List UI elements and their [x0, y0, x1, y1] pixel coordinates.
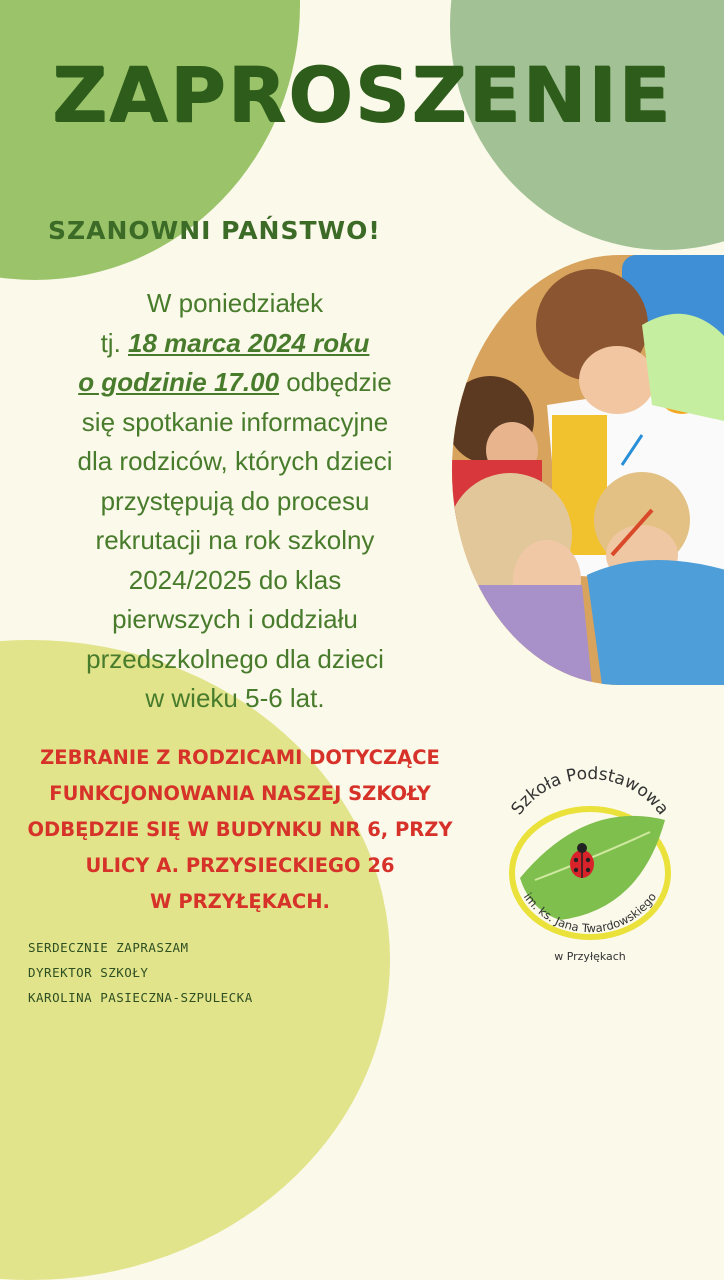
- notice-line: W PRZYŁĘKACH.: [150, 890, 330, 913]
- meeting-date: 18 marca 2024 roku: [128, 327, 370, 358]
- logo-bottom-text: im. ks. Jana Twardowskiego: [520, 890, 660, 936]
- body-line: 2024/2025 do klas: [128, 564, 342, 595]
- body-line: się spotkanie informacyjne: [81, 406, 389, 437]
- signature-block: [28, 935, 253, 1010]
- body-line: pierwszych i oddziału: [112, 604, 358, 634]
- body-line: przedszkolnego dla dzieci: [86, 643, 384, 674]
- body-line: w wieku 5-6 lat.: [145, 683, 325, 713]
- school-logo: [490, 760, 690, 970]
- logo-bottom-text-2: w Przyłękach: [554, 950, 626, 963]
- meeting-time: o godzinie 17.00: [78, 367, 280, 397]
- signature-line: DYREKTOR SZKOŁY: [28, 965, 149, 980]
- children-drawing-photo: [452, 255, 724, 685]
- body-line: rekrutacji na rok szkolny: [95, 525, 375, 555]
- body-prefix: tj.: [100, 327, 129, 358]
- meeting-location-notice: [20, 740, 460, 920]
- notice-line: ZEBRANIE Z RODZICAMI DOTYCZĄCE: [40, 746, 440, 769]
- greeting-heading: SZANOWNI PAŃSTWO!: [48, 216, 381, 245]
- notice-line: FUNKCJONOWANIA NASZEJ SZKOŁY: [49, 782, 431, 805]
- signature-line: SERDECZNIE ZAPRASZAM: [28, 940, 189, 955]
- photo-illustration: [452, 255, 724, 685]
- body-line: [40, 324, 430, 364]
- body-line: dla rodziców, których dzieci: [77, 446, 393, 476]
- page-title: ZAPROSZENIE: [51, 50, 673, 139]
- notice-line: ODBĘDZIE SIĘ W BUDYNKU NR 6, PRZY: [27, 818, 453, 841]
- signature-line: KAROLINA PASIECZNA-SZPULECKA: [28, 990, 253, 1005]
- body-line: przystępują do procesu: [100, 485, 370, 516]
- body-line: [40, 363, 430, 403]
- notice-line: ULICY A. PRZYSIECKIEGO 26: [85, 854, 395, 877]
- body-line: W poniedziałek: [146, 288, 324, 318]
- logo-top-text: Szkoła Podstawowa: [507, 763, 673, 819]
- body-suffix: odbędzie: [279, 367, 392, 397]
- invitation-body: [40, 284, 430, 719]
